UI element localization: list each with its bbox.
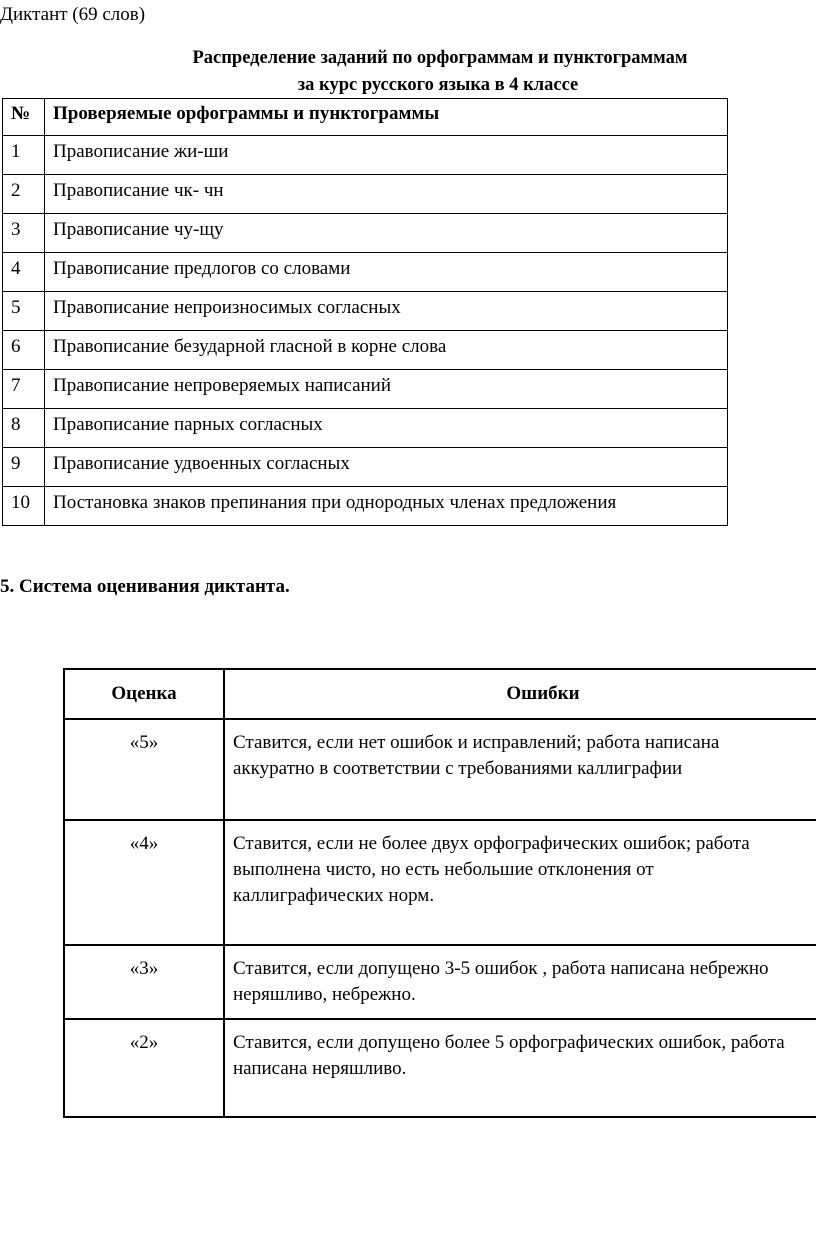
document-top-line: Диктант (69 слов) bbox=[0, 4, 146, 25]
description-line: написана неряшливо. bbox=[233, 1058, 407, 1079]
row-number: 5 bbox=[3, 292, 45, 331]
description-line: каллиграфических норм. bbox=[233, 885, 435, 906]
description-line: неряшливо, небрежно. bbox=[233, 984, 416, 1005]
table-row bbox=[64, 945, 816, 1019]
table-row bbox=[3, 487, 728, 526]
grade-description bbox=[224, 1019, 816, 1117]
table-row bbox=[64, 719, 816, 820]
table-row bbox=[64, 1019, 816, 1117]
table-row bbox=[3, 409, 728, 448]
column-header-errors: Ошибки bbox=[224, 669, 816, 719]
row-text: Правописание предлогов со словами bbox=[45, 253, 728, 292]
row-text: Правописание удвоенных согласных bbox=[45, 448, 728, 487]
row-number: 7 bbox=[3, 370, 45, 409]
grade-value: «2» bbox=[64, 1019, 224, 1117]
table-row bbox=[3, 136, 728, 175]
row-text: Правописание жи-ши bbox=[45, 136, 728, 175]
document-title-line-1: Распределение заданий по орфограммам и пунктограммам bbox=[192, 48, 688, 68]
row-text: Правописание чу-щу bbox=[45, 214, 728, 253]
description-line: Ставится, если допущено более 5 орфографических ошибок, работа bbox=[233, 1032, 785, 1053]
table-row bbox=[64, 820, 816, 945]
grade-value: «4» bbox=[64, 820, 224, 945]
row-number: 10 bbox=[3, 487, 45, 526]
row-text: Правописание непроверяемых написаний bbox=[45, 370, 728, 409]
description-line: аккуратно в соответствии с требованиями каллиграфии bbox=[233, 758, 683, 779]
table-row bbox=[3, 331, 728, 370]
row-text: Правописание непроизносимых согласных bbox=[45, 292, 728, 331]
description-line: выполнена чисто, но есть небольшие отклонения от bbox=[233, 859, 654, 880]
row-number: 8 bbox=[3, 409, 45, 448]
row-text: Постановка знаков препинания при однородных членах предложения bbox=[45, 487, 728, 526]
row-text: Правописание безударной гласной в корне слова bbox=[45, 331, 728, 370]
row-number: 2 bbox=[3, 175, 45, 214]
description-line: Ставится, если не более двух орфографических ошибок; работа bbox=[233, 833, 750, 854]
row-number: 1 bbox=[3, 136, 45, 175]
orthogram-table bbox=[2, 98, 728, 526]
table-row bbox=[3, 253, 728, 292]
row-number: 3 bbox=[3, 214, 45, 253]
table-row bbox=[3, 175, 728, 214]
grade-description bbox=[224, 945, 816, 1019]
table-row bbox=[3, 214, 728, 253]
grade-description bbox=[224, 820, 816, 945]
table-row bbox=[3, 292, 728, 331]
row-number: 4 bbox=[3, 253, 45, 292]
grading-table bbox=[63, 668, 816, 1118]
row-text: Правописание парных согласных bbox=[45, 409, 728, 448]
row-number: 6 bbox=[3, 331, 45, 370]
table-row bbox=[3, 370, 728, 409]
column-header-number: № bbox=[3, 99, 45, 136]
table-header-row bbox=[64, 669, 816, 719]
column-header-orthograms: Проверяемые орфограммы и пунктограммы bbox=[45, 99, 728, 136]
grade-value: «5» bbox=[64, 719, 224, 820]
description-line: Ставится, если нет ошибок и исправлений; работа написана bbox=[233, 732, 720, 753]
table-row bbox=[3, 448, 728, 487]
column-header-grade: Оценка bbox=[64, 669, 224, 719]
row-text: Правописание чк- чн bbox=[45, 175, 728, 214]
document-title-line-2: за курс русского языка в 4 классе bbox=[297, 75, 579, 95]
grade-description bbox=[224, 719, 816, 820]
row-number: 9 bbox=[3, 448, 45, 487]
section-heading: 5. Система оценивания диктанта. bbox=[0, 576, 290, 597]
grade-value: «3» bbox=[64, 945, 224, 1019]
description-line: Ставится, если допущено 3-5 ошибок , работа написана небрежно bbox=[233, 958, 769, 979]
table-header-row bbox=[3, 99, 728, 136]
